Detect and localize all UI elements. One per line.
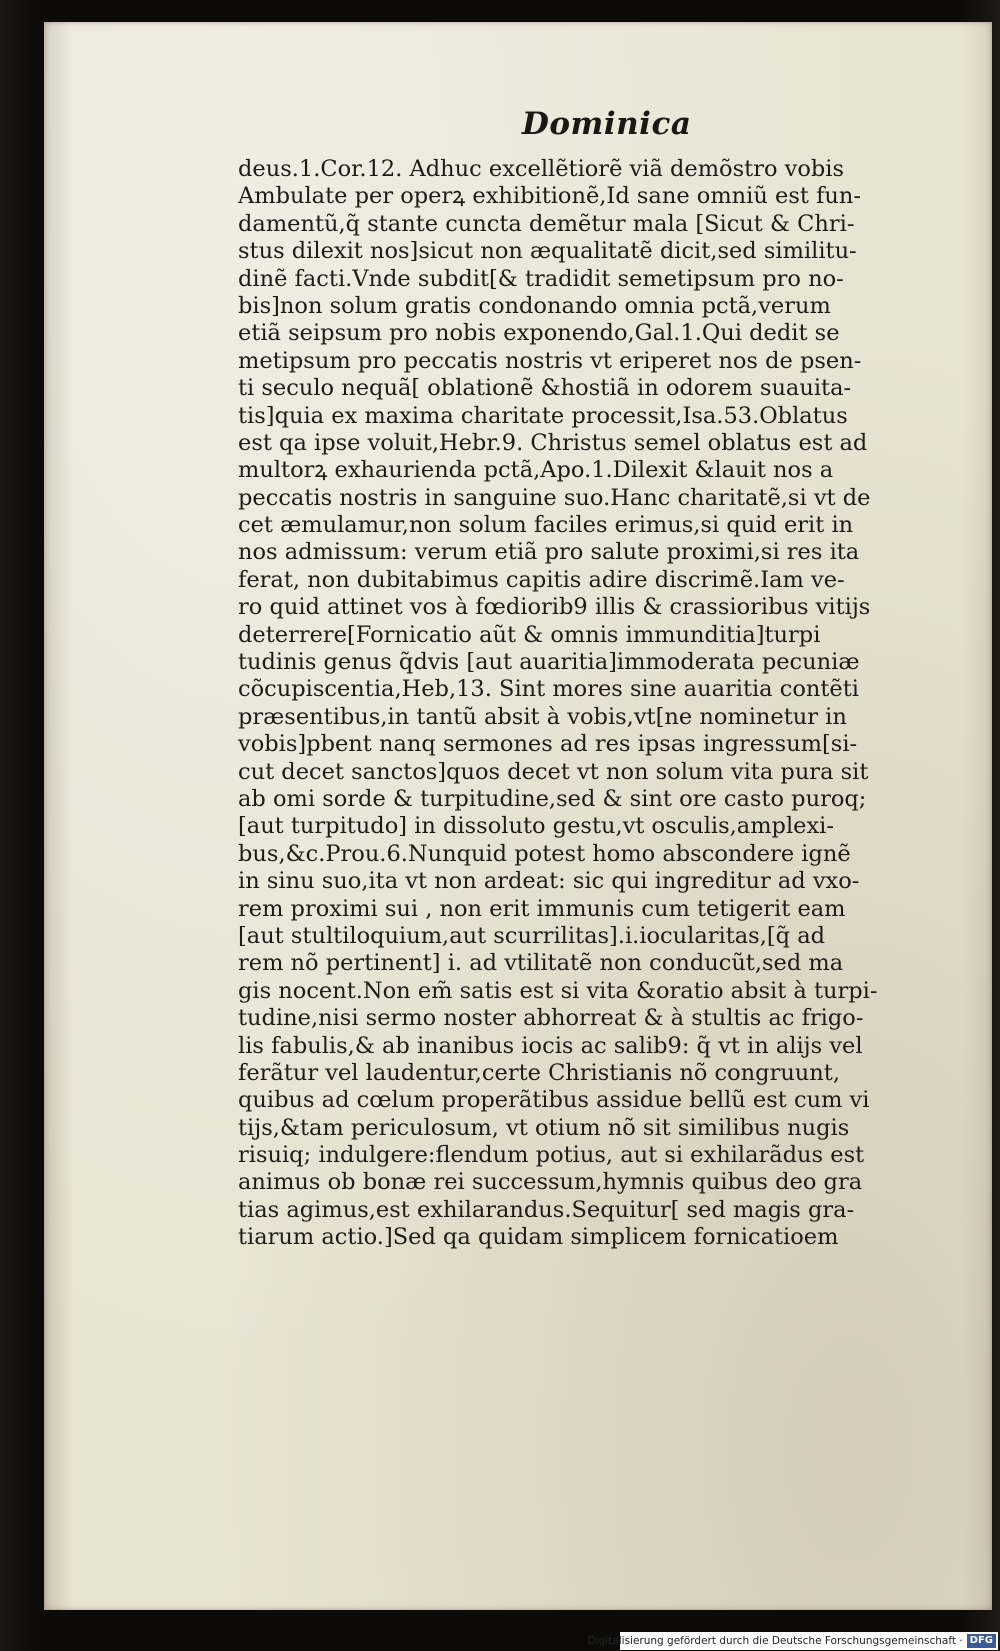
text-line: ferãtur vel laudentur,certe Christianis nõ congruunt, bbox=[238, 1059, 840, 1086]
text-line: etiã seipsum pro nobis exponendo,Gal.1.Qui dedit se bbox=[238, 320, 840, 347]
text-line: in sinu suo,ita vt non ardeat: sic qui ingreditur ad vxo- bbox=[238, 868, 860, 895]
text-line: gis nocent.Non em̃ satis est si vita &oratio absit à turpi- bbox=[238, 977, 878, 1004]
text-line: tudinis genus q̃dvis [aut auaritia]immoderata pecuniæ bbox=[238, 649, 860, 676]
text-line: peccatis nostris in sanguine suo.Hanc charitatẽ,si vt de bbox=[238, 484, 871, 511]
text-line: Ambulate per operꝝ exhibitionẽ,Id sane omniũ est fun- bbox=[238, 183, 861, 210]
text-line: vobis]pbent nanq sermones ad res ipsas ingressum[si- bbox=[238, 731, 858, 758]
text-line: tis]quia ex maxima charitate processit,Isa.53.Oblatus bbox=[238, 402, 848, 429]
text-line: est qa ipse voluit,Hebr.9. Christus semel oblatus est ad bbox=[238, 429, 868, 456]
dfg-logo: DFG bbox=[967, 1634, 996, 1648]
text-line: ferat, non dubitabimus capitis adire discrimẽ.Iam ve- bbox=[238, 566, 845, 593]
digitization-credit bbox=[587, 1632, 998, 1650]
text-line: risuiq; indulgere:flendum potius, aut si exhilarãdus est bbox=[238, 1142, 865, 1169]
text-line: multorꝝ exhaurienda pctã,Apo.1.Dilexit &lauit nos a bbox=[238, 457, 834, 484]
text-line: metipsum pro peccatis nostris vt eriperet nos de psen- bbox=[238, 347, 862, 374]
text-line: tias agimus,est exhilarandus.Sequitur[ sed magis gra- bbox=[238, 1196, 855, 1223]
text-line: deterrere[Fornicatio aũt & omnis immunditia]turpi bbox=[238, 621, 821, 648]
text-line: nos admissum: verum etiã pro salute proximi,si res ita bbox=[238, 539, 860, 566]
text-line: animus ob bonæ rei successum,hymnis quibus deo gra bbox=[238, 1169, 863, 1196]
text-line: præsentibus,in tantũ absit à vobis,vt[ne nominetur in bbox=[238, 703, 847, 730]
text-line: ab omi sorde & turpitudine,sed & sint ore casto puroq; bbox=[238, 785, 867, 812]
text-block bbox=[238, 156, 966, 1252]
text-line: tijs,&tam periculosum, vt otium nõ sit similibus nugis bbox=[238, 1114, 850, 1141]
text-line: lis fabulis,& ab inanibus iocis ac salib9: q̃ vt in alijs vel bbox=[238, 1032, 863, 1059]
text-line: cõcupiscentia,Heb,13. Sint mores sine auaritia contẽti bbox=[238, 676, 859, 703]
text-line: damentũ,q̃ stante cuncta demẽtur mala [Sicut & Chri- bbox=[238, 210, 855, 237]
text-line: cut decet sanctos]quos decet vt non solum vita pura sit bbox=[238, 758, 869, 785]
text-line: bus,&c.Prou.6.Nunquid potest homo abscondere ignẽ bbox=[238, 840, 851, 867]
text-line: stus dilexit nos]sicut non æqualitatẽ dicit,sed similitu- bbox=[238, 238, 857, 265]
text-line: [aut stultiloquium,aut scurrilitas].i.iocularitas,[q̃ ad bbox=[238, 922, 826, 949]
credit-text: Digitalisierung gefördert durch die Deutsche Forschungsgemeinschaft · bbox=[587, 1635, 963, 1647]
running-head: Dominica bbox=[522, 106, 692, 142]
text-line: bis]non solum gratis condonando omnia pctã,verum bbox=[238, 292, 831, 319]
text-line: dinẽ facti.Vnde subdit[& tradidit semetipsum pro no- bbox=[238, 265, 844, 292]
text-line: rem nõ pertinent] i. ad vtilitatẽ non conducũt,sed ma bbox=[238, 950, 844, 977]
text-line: [aut turpitudo] in dissoluto gestu,vt osculis,amplexi- bbox=[238, 813, 834, 840]
text-line: quibus ad cœlum properãtibus assidue bellũ est cum vi bbox=[238, 1087, 870, 1114]
text-line: deus.1.Cor.12. Adhuc excellẽtiorẽ viã demõstro vobis bbox=[238, 156, 845, 182]
text-line: ro quid attinet vos à fœdiorib9 illis & crassioribus vitijs bbox=[238, 594, 871, 621]
text-line: rem proximi sui , non erit immunis cum tetigerit eam bbox=[238, 895, 846, 922]
book-page bbox=[44, 22, 992, 1610]
text-line: cet æmulamur,non solum faciles erimus,si quid erit in bbox=[238, 512, 854, 539]
text-line: ti seculo nequã[ oblationẽ &hostiã in odorem suauita- bbox=[238, 375, 852, 402]
text-line: tiarum actio.]Sed qa quidam simplicem fornicatioem bbox=[238, 1224, 839, 1251]
text-line: tudine,nisi sermo noster abhorreat & à stultis ac frigo- bbox=[238, 1005, 864, 1032]
